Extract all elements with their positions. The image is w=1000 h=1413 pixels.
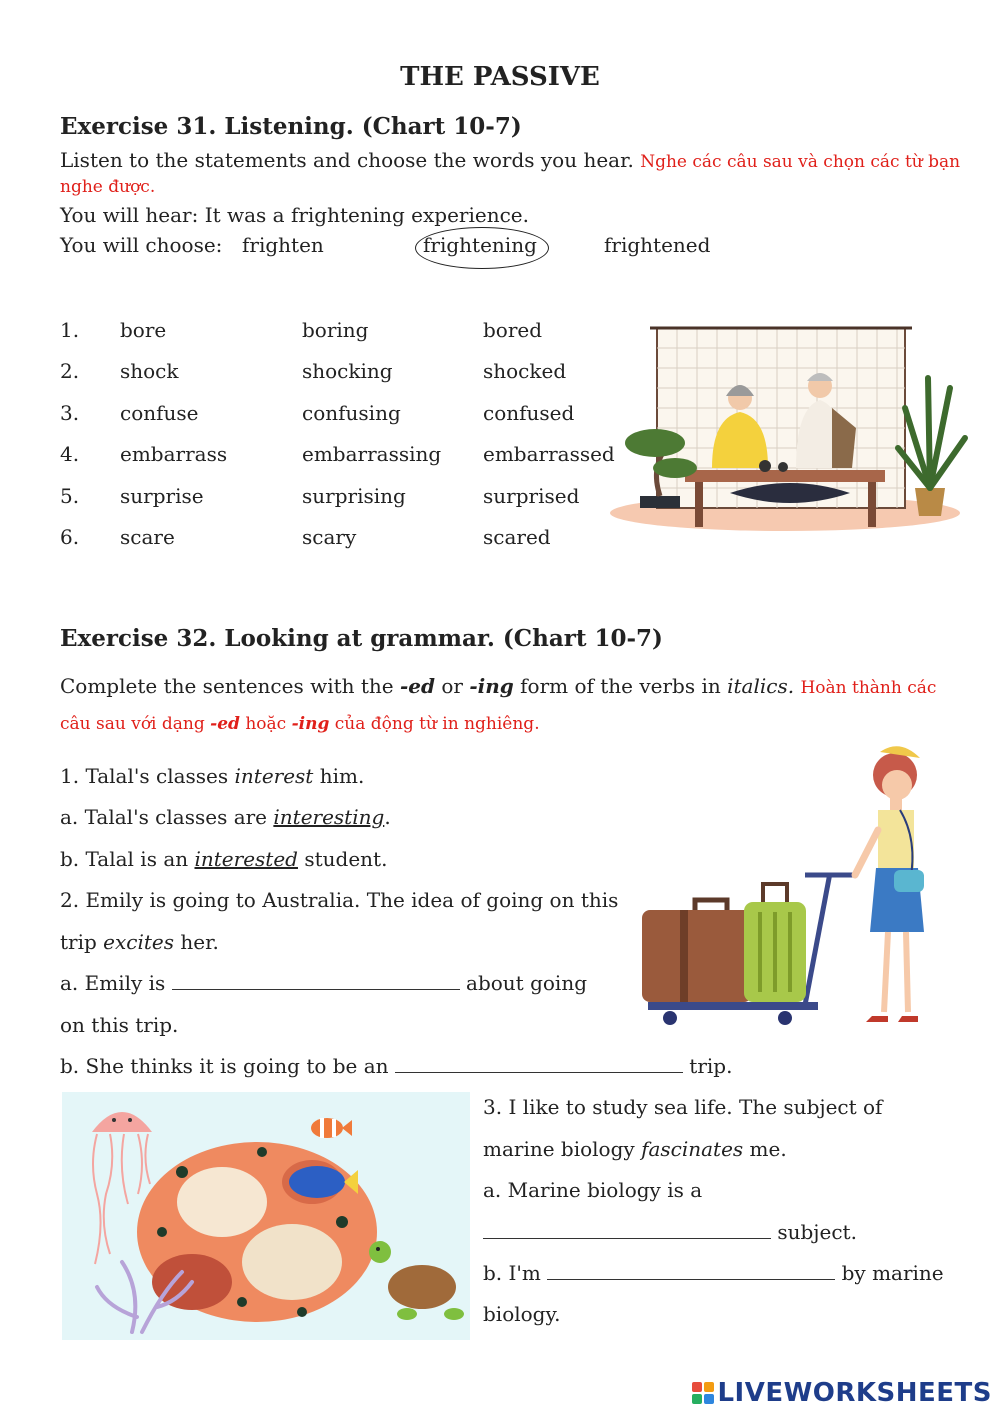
q2-line1: 2. Emily is going to Australia. The idea of going on this (60, 888, 619, 912)
instr-vi-1: Hoàn thành các (800, 678, 937, 698)
traveler-illustration (640, 740, 940, 1030)
option-c[interactable]: embarrassed (483, 442, 615, 466)
text: student. (297, 847, 388, 871)
option-b[interactable]: shocking (302, 359, 393, 383)
example-option-1: frighten (242, 233, 324, 257)
text: him. (313, 764, 365, 788)
option-c[interactable]: confused (483, 401, 575, 425)
text: trip. (682, 1054, 733, 1078)
vi-part: câu sau với dạng (60, 714, 211, 734)
vi-ed: -ed (210, 714, 240, 734)
item-number: 5. (60, 484, 80, 508)
example-answer-circle (415, 227, 549, 269)
option-b[interactable]: scary (302, 525, 357, 549)
ex32-instruction (60, 674, 936, 698)
ex32-heading: Exercise 32. Looking at grammar. (Chart 10-7) (60, 625, 663, 652)
q2-line2 (60, 930, 219, 954)
ex31-item-2 (60, 359, 620, 387)
ex31-instruction-vi-2: nghe được. (60, 177, 156, 197)
instr-ing: -ing (469, 674, 514, 698)
q3-line2 (483, 1137, 787, 1161)
option-a[interactable]: surprise (120, 484, 204, 508)
item-number: 4. (60, 442, 80, 466)
ex31-heading: Exercise 31. Listening. (Chart 10-7) (60, 113, 522, 140)
q1a-sentence (60, 805, 391, 829)
item-number: 6. (60, 525, 80, 549)
liveworksheets-logo-icon (692, 1382, 714, 1404)
text: her. (174, 930, 219, 954)
text: a. Emily is (60, 971, 172, 995)
brand-text: LIVEWORKSHEETS (717, 1378, 992, 1408)
ex31-item-4 (60, 442, 620, 470)
instr-part: Complete the sentences with the (60, 674, 400, 698)
liveworksheets-brand[interactable] (692, 1378, 992, 1408)
option-b[interactable]: confusing (302, 401, 401, 425)
text: trip (60, 930, 104, 954)
q2b-sentence (60, 1054, 732, 1078)
text: b. Talal is an (60, 847, 195, 871)
option-b[interactable]: embarrassing (302, 442, 442, 466)
verb: interest (234, 764, 314, 788)
instr-italics: italics. (727, 674, 795, 698)
text: a. Talal's classes are (60, 805, 274, 829)
q2a-answer-blank[interactable] (172, 971, 460, 990)
item-number: 1. (60, 318, 80, 342)
example-option-2: frightening (423, 233, 537, 257)
option-c[interactable]: bored (483, 318, 543, 342)
text: b. I'm (483, 1261, 548, 1285)
q3a-answer-blank[interactable] (483, 1220, 771, 1239)
option-b[interactable]: boring (302, 318, 369, 342)
option-c[interactable]: shocked (483, 359, 567, 383)
item-number: 2. (60, 359, 80, 383)
page-title: THE PASSIVE (400, 62, 600, 92)
vi-ing: -ing (291, 714, 330, 734)
q1-sentence (60, 764, 364, 788)
q2a-sentence (60, 971, 587, 995)
verb: excites (103, 930, 175, 954)
option-a[interactable]: confuse (120, 401, 199, 425)
verb: fascinates (641, 1137, 744, 1161)
q3a-line2 (483, 1220, 857, 1244)
ex31-instruction-vi: Nghe các câu sau và chọn các từ bạn (640, 152, 961, 172)
text: me. (743, 1137, 787, 1161)
answer: interesting (273, 805, 385, 829)
vi-part: hoặc (239, 714, 292, 734)
q2a-line2: on this trip. (60, 1013, 179, 1037)
option-a[interactable]: embarrass (120, 442, 228, 466)
example-option-3: frightened (604, 233, 711, 257)
ex31-instruction (60, 148, 960, 172)
instr-ed: -ed (399, 674, 435, 698)
q1b-sentence (60, 847, 387, 871)
ex31-item-6 (60, 525, 620, 553)
ex31-item-1 (60, 318, 620, 346)
q3a-line1: a. Marine biology is a (483, 1178, 703, 1202)
ex31-item-5 (60, 484, 620, 512)
q3-line1: 3. I like to study sea life. The subject of (483, 1095, 883, 1119)
option-a[interactable]: shock (120, 359, 179, 383)
q3b-sentence (483, 1261, 944, 1285)
ex31-item-3 (60, 401, 620, 429)
sea-life-illustration (62, 1092, 470, 1340)
q3b-line2: biology. (483, 1302, 561, 1326)
option-a[interactable]: bore (120, 318, 167, 342)
text: by marine (835, 1261, 944, 1285)
text: 1. Talal's classes (60, 764, 235, 788)
ex31-instruction-en: Listen to the statements and choose the words you hear. (60, 148, 634, 172)
text: subject. (771, 1220, 857, 1244)
option-b[interactable]: surprising (302, 484, 406, 508)
vi-part: của động từ in nghiêng. (329, 714, 540, 734)
ex31-example-hear: You will hear: It was a frightening experience. (60, 203, 530, 227)
instr-or: or (435, 674, 470, 698)
ex32-instruction-vi (60, 714, 540, 734)
answer: interested (194, 847, 298, 871)
option-a[interactable]: scare (120, 525, 175, 549)
ex31-example-choose-label: You will choose: (60, 233, 223, 257)
text: b. She thinks it is going to be an (60, 1054, 395, 1078)
text: marine biology (483, 1137, 642, 1161)
tea-ceremony-illustration (600, 318, 970, 538)
item-number: 3. (60, 401, 80, 425)
text: about going (459, 971, 587, 995)
q2b-answer-blank[interactable] (395, 1054, 683, 1073)
instr-part: form of the verbs in (513, 674, 728, 698)
q3b-answer-blank[interactable] (547, 1261, 835, 1280)
option-c[interactable]: scared (483, 525, 551, 549)
text: . (384, 805, 391, 829)
option-c[interactable]: surprised (483, 484, 580, 508)
